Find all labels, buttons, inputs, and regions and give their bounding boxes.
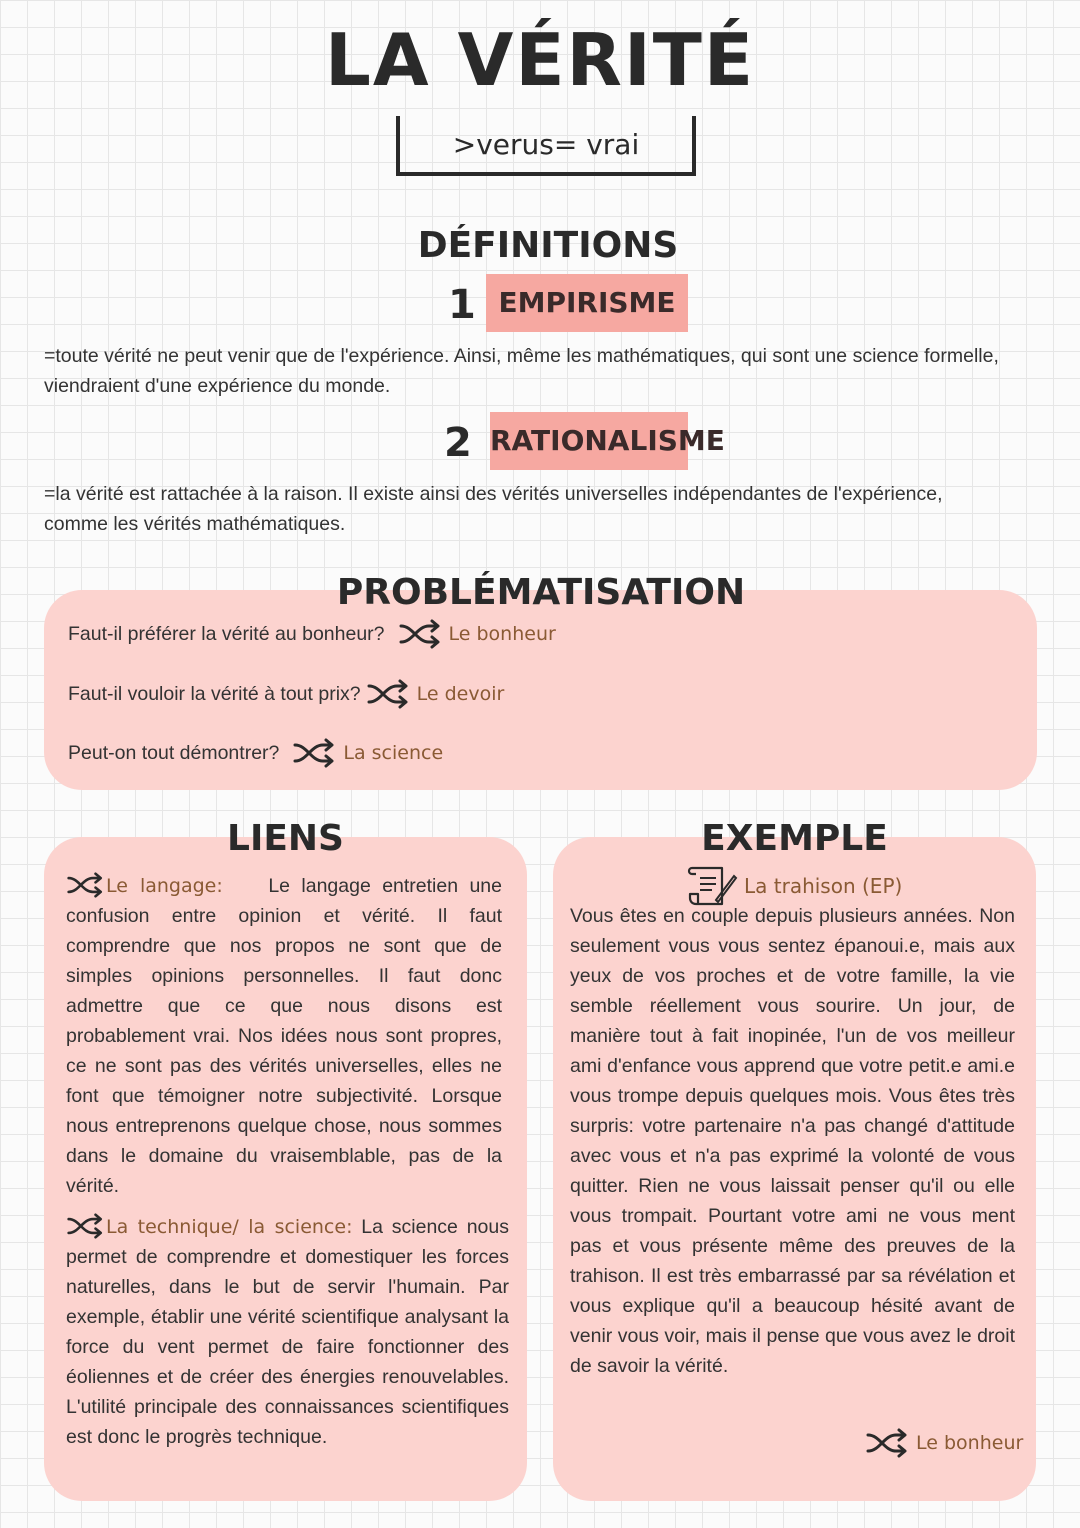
definition-text-rationalisme: =la vérité est rattachée à la raison. Il existe ainsi des vérités universelles indépendantes de l'expérience, comme les vérités mathématiques. — [44, 483, 943, 535]
question-link: Le devoir — [416, 683, 505, 705]
definition-label-rationalisme: RATIONALISME — [490, 412, 688, 470]
lien-item-technique — [66, 1212, 509, 1452]
exemple-heading: EXEMPLE — [701, 818, 888, 859]
shuffle-icon — [66, 1213, 106, 1239]
lien-label: La technique/ la science: — [106, 1216, 353, 1238]
shuffle-icon — [293, 738, 337, 768]
exemple-link: Le bonheur — [916, 1432, 1024, 1454]
question-text: Peut-on tout démontrer? — [68, 741, 280, 764]
question-text: Faut-il préférer la vérité au bonheur? — [68, 622, 385, 645]
lien-text: La science nous permet de comprendre et domestiquer les forces naturelles, dans le but de servir l'humain. Par exemple, établir une vérité scientifique analysant la force du vent permet de faire fonctionner des éoliennes et de créer des énergies renouvelables. L'utilité principale des connaissances scientifiques est donc le progrès technique. — [66, 1216, 509, 1448]
definition-text-empirisme: =toute vérité ne peut venir que de l'expérience. Ainsi, même les mathématiques, qui sont une science formelle, viendraient d'une expérience du monde. — [44, 345, 999, 397]
question-row — [68, 676, 504, 712]
lien-item-langage — [66, 871, 502, 1201]
liens-heading: LIENS — [227, 818, 344, 859]
lien-text: Le langage entretien une confusion entre opinion et vérité. Il faut comprendre que nos propos ne sont que de simples opinions personnelles. Il faut donc admettre que ce que nous disons est probablement vrai. Nos idées nous sont propres, ce ne sont pas des vérités universelles, elles ne font que témoigner notre subjectivité. Lorsque nous entreprenons quelque chose, nous sommes dans le domaine du vraisemblable, pas de la vérité. — [66, 875, 502, 1197]
definition-number-1: 1 — [448, 282, 476, 328]
shuffle-icon — [866, 1428, 910, 1458]
problematisation-heading: PROBLÉMATISATION — [336, 572, 746, 613]
question-text: Faut-il vouloir la vérité à tout prix? — [68, 682, 361, 705]
shuffle-icon — [66, 872, 106, 898]
exemple-text: Vous êtes en couple depuis plusieurs années. Non seulement vous vous sentez épanoui.e, mais aux yeux de vos proches et de votre famille, la vie semble réellement vous sourire. Un jour, de manière tout à fait inopinée, l'un de vos meilleur ami d'enfance vous apprend que votre petit.e ami.e vous trompe depuis quelques mois. Vous êtes très surpris: votre partenaire n'a pas changé d'attitude avec vous et n'a pas exprimé la volonté de vous quitter. Rien ne vous laissait penser qu'il ou elle vous trompait. Pourtant votre ami ne vous ment pas et vous présente même des preuves de la trahison. Il est très embarrassé par sa révélation et vous explique qu'il a beaucoup hésité avant de venir vous voir, mais il pense que vous avez le droit de savoir la vérité. — [570, 905, 1015, 1377]
shuffle-icon — [399, 619, 443, 649]
page-title: LA VÉRITÉ — [324, 18, 756, 102]
exemple-subtitle: La trahison (EP) — [744, 874, 903, 898]
shuffle-icon — [367, 679, 411, 709]
definition-label-empirisme: EMPIRISME — [486, 274, 688, 332]
question-row — [68, 616, 556, 652]
question-row — [68, 735, 443, 771]
definitions-heading: DÉFINITIONS — [417, 225, 679, 266]
lien-label: Le langage: — [106, 875, 223, 897]
question-link: La science — [343, 742, 444, 764]
question-link: Le bonheur — [448, 623, 556, 645]
definition-number-2: 2 — [444, 420, 472, 466]
exemple-link-row — [866, 1428, 1023, 1458]
etymology: >verus= vrai — [452, 128, 640, 161]
